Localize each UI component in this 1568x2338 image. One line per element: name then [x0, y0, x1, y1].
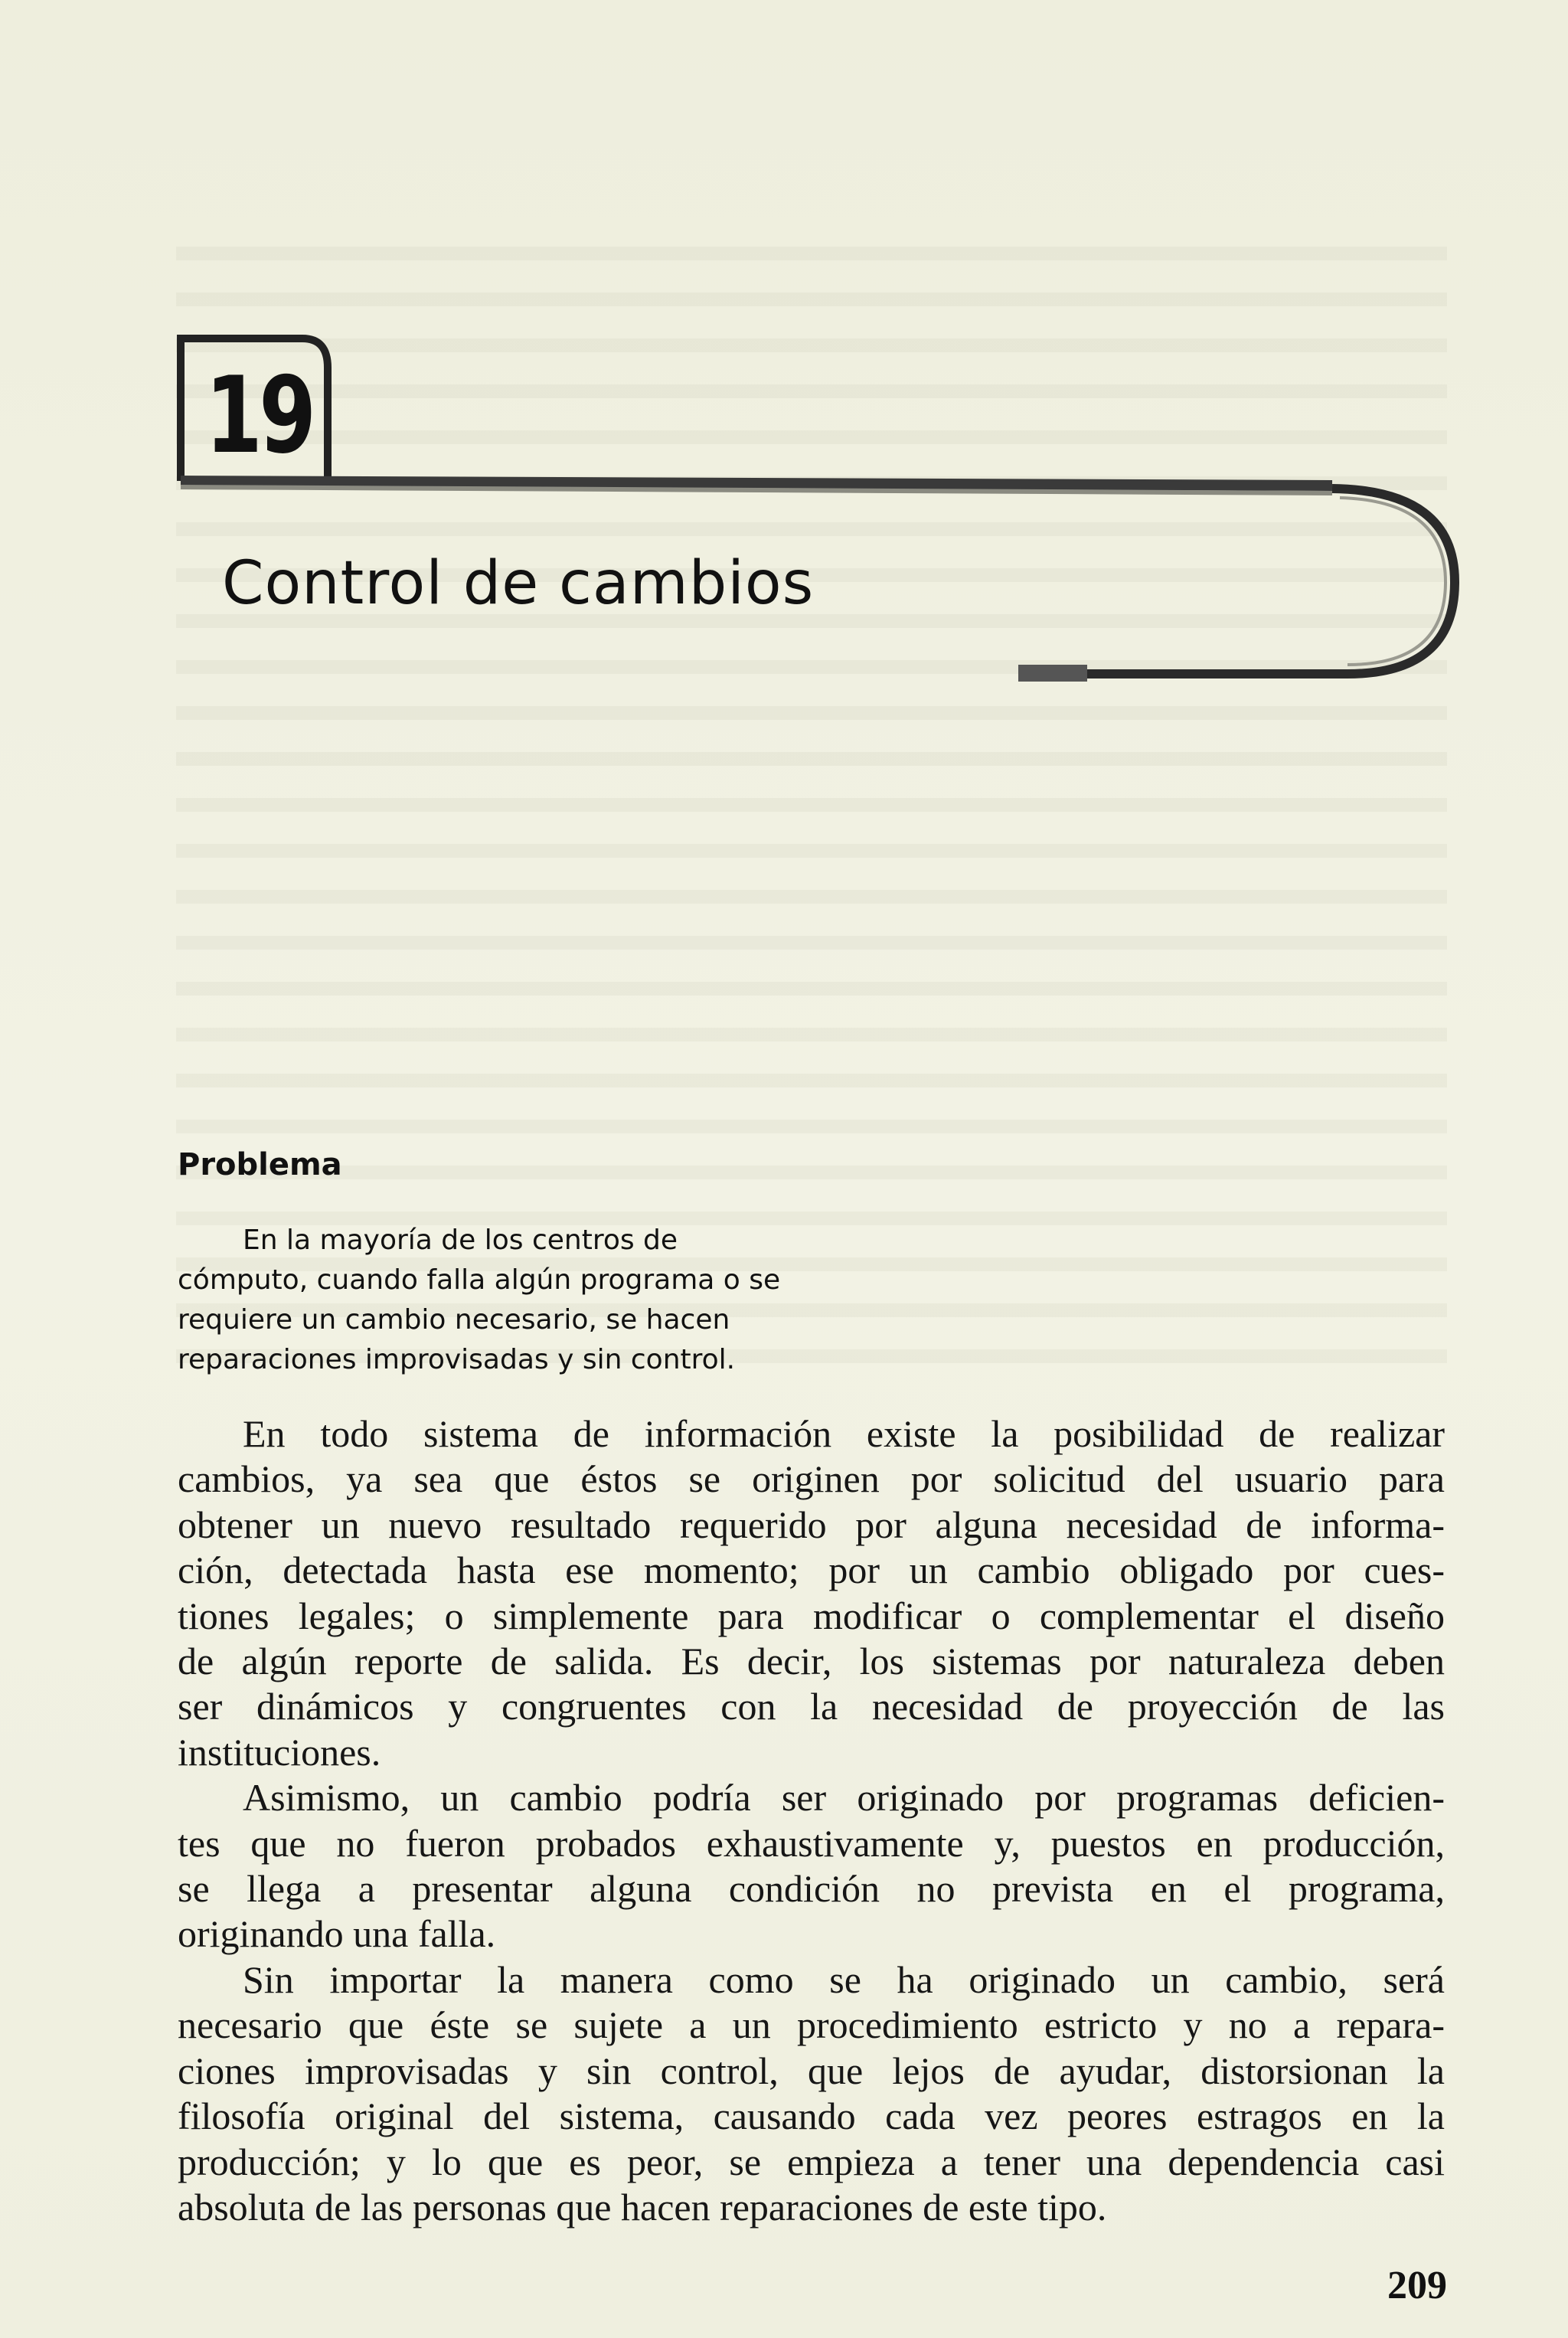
page-number: 209: [1387, 2264, 1447, 2307]
body-line: ciones improvisadas y sin control, que lejos de ayudar, distorsionan la: [178, 2049, 1445, 2092]
body-line: absoluta de las personas que hacen reparaciones de este tipo.: [178, 2185, 1107, 2228]
body-line: producción; y lo que es peor, se empieza a tener una dependencia casi: [178, 2140, 1445, 2183]
body-line: instituciones.: [178, 1730, 381, 1774]
chapter-title: Control de cambios: [222, 549, 815, 618]
body-line: Sin importar la manera como se ha originado un cambio, será: [243, 1957, 1445, 2001]
bleed-through-texture: [176, 230, 1447, 1378]
problem-line: requiere un cambio necesario, se hacen: [178, 1304, 730, 1336]
body-text: [178, 1411, 1445, 2230]
problem-line: En la mayoría de los centros de: [243, 1225, 678, 1256]
body-line: filosofía original del sistema, causando cada vez peores estragos en la: [178, 2094, 1445, 2138]
body-line: En todo sistema de información existe la posibilidad de realizar: [243, 1412, 1445, 1455]
body-line: originando una falla.: [178, 1912, 496, 1956]
body-line: tes que no fueron probados exhaustivamente y, puestos en producción,: [178, 1821, 1445, 1865]
problem-line: cómputo, cuando falla algún programa o se: [178, 1264, 781, 1296]
body-line: necesario que éste se sujete a un procedimiento estricto y no a repara-: [178, 2003, 1445, 2047]
body-line: se llega a presentar alguna condición no prevista en el programa,: [178, 1867, 1445, 1911]
body-line: Asimismo, un cambio podría ser originado por programas deficien-: [243, 1776, 1445, 1820]
body-line: cambios, ya sea que éstos se originen por solicitud del usuario para: [178, 1457, 1445, 1501]
chapter-number: 19: [205, 354, 313, 477]
body-line: ción, detectada hasta ese momento; por un cambio obligado por cues-: [178, 1548, 1445, 1592]
body-line: tiones legales; o simplemente para modificar o complementar el diseño: [178, 1594, 1445, 1637]
problem-line: reparaciones improvisadas y sin control.: [178, 1344, 736, 1375]
problem-summary: [178, 1221, 782, 1380]
body-line: obtener un nuevo resultado requerido por alguna necesidad de informa-: [178, 1503, 1445, 1546]
body-line: de algún reporte de salida. Es decir, los sistemas por naturaleza deben: [178, 1640, 1445, 1683]
problem-heading: Problema: [178, 1147, 342, 1182]
body-line: ser dinámicos y congruentes con la necesidad de proyección de las: [178, 1685, 1445, 1728]
